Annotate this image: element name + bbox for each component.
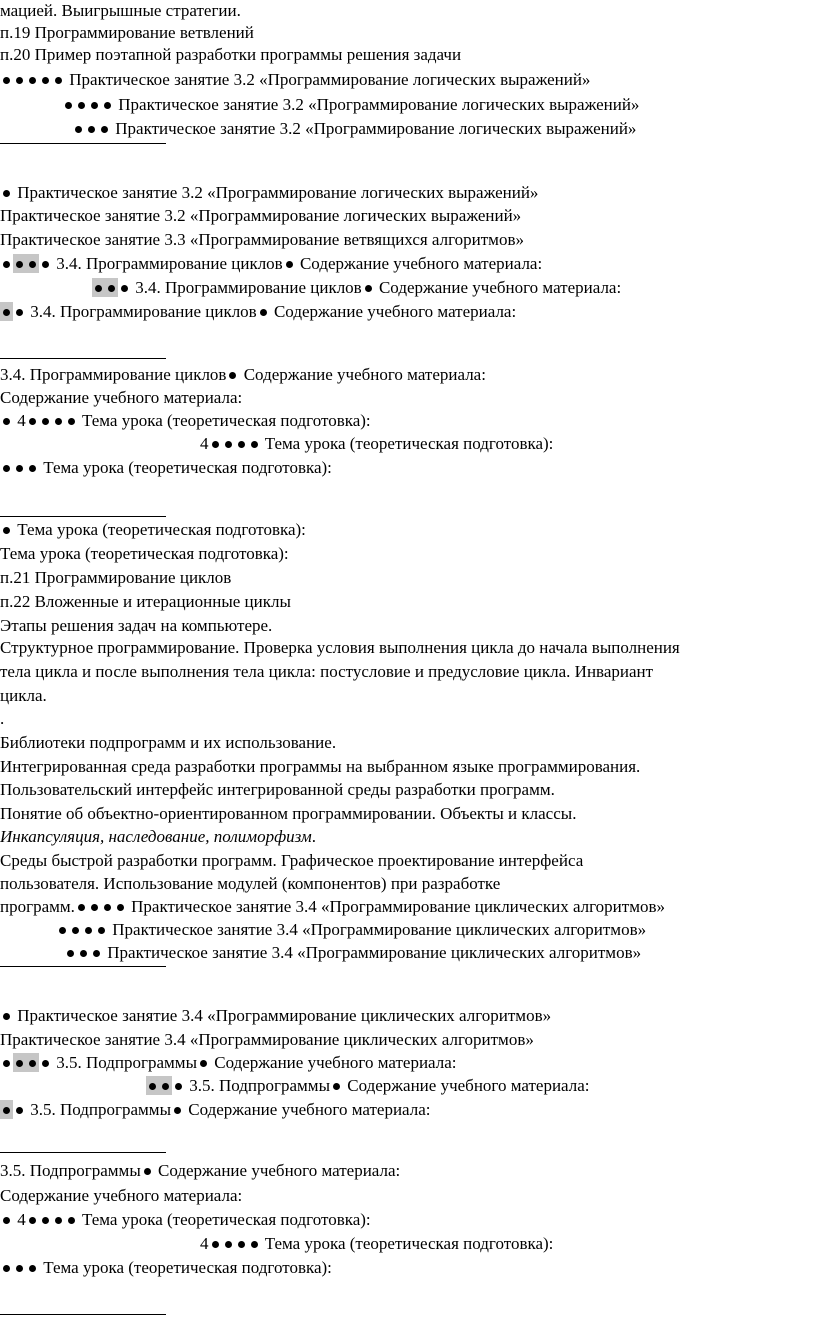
text-line: Тема урока (теоретическая подготовка): xyxy=(0,519,306,541)
text-line: пользователя. Использование модулей (компонентов) при разработке xyxy=(0,874,501,893)
text-line: 4 Тема урока (теоретическая подготовка): xyxy=(0,410,371,432)
text-line: 3.5. Подпрограммы Содержание учебного материала: xyxy=(0,1099,430,1121)
text-line: Практическое занятие 3.2 «Программирование логических выражений» xyxy=(0,182,538,204)
footnote-rule xyxy=(0,1314,166,1315)
text-line: 4 Тема урока (теоретическая подготовка): xyxy=(200,434,554,453)
text-line: Структурное программирование. Проверка условия выполнения цикла до начала выполнения xyxy=(0,638,680,657)
text-line: 3.5. Подпрограммы Содержание учебного материала: xyxy=(146,1075,589,1097)
text-line: 4 Тема урока (теоретическая подготовка): xyxy=(0,1209,371,1231)
text-line: Практическое занятие 3.2 «Программирование логических выражений» xyxy=(62,94,639,116)
text-line: Тема урока (теоретическая подготовка): xyxy=(0,457,332,479)
text-line: цикла. xyxy=(0,686,47,705)
footnote-rule xyxy=(0,358,166,359)
text-line: Пользовательский интерфейс интегрированной среды разработки программ. xyxy=(0,780,555,799)
text-line: Практическое занятие 3.3 «Программирование ветвящихся алгоритмов» xyxy=(0,230,524,249)
text-line: Тема урока (теоретическая подготовка): xyxy=(0,544,289,563)
text-line: . xyxy=(0,709,5,728)
text-line: Практическое занятие 3.4 «Программирование циклических алгоритмов» xyxy=(0,1005,551,1027)
text-line: Тема урока (теоретическая подготовка): xyxy=(0,1257,332,1279)
text-line: Среды быстрой разработки программ. Графическое проектирование интерфейса xyxy=(0,851,584,870)
text-line: 3.4. Программирование циклов Содержание учебного материала: xyxy=(92,277,621,299)
text-line: Практическое занятие 3.2 «Программирование логических выражений» xyxy=(0,206,522,225)
text-line: Практическое занятие 3.2 «Программирование логических выражений» xyxy=(72,118,636,140)
text-line: 3.5. Подпрограммы Содержание учебного материала: xyxy=(0,1052,456,1074)
text-line: 3.5. Подпрограммы Содержание учебного материала: xyxy=(0,1161,401,1180)
text-line: мацией. Выигрышные стратегии. xyxy=(0,1,241,20)
text-line: Интегрированная среда разработки программы на выбранном языке программирования. xyxy=(0,757,641,776)
text-line: Практическое занятие 3.4 «Программирование циклических алгоритмов» xyxy=(0,1030,534,1049)
text-line: тела цикла и после выполнения тела цикла: постусловие и предусловие цикла. Инвариант xyxy=(0,662,654,681)
text-line: 3.4. Программирование циклов Содержание учебного материала: xyxy=(0,301,516,323)
text-line: Этапы решения задач на компьютере. xyxy=(0,616,273,635)
text-line: Библиотеки подпрограмм и их использование. xyxy=(0,733,337,752)
text-line: Практическое занятие 3.4 «Программирование циклических алгоритмов» xyxy=(56,919,646,941)
text-line: Понятие об объектно-ориентированном программировании. Объекты и классы. xyxy=(0,804,577,823)
text-line: Практическое занятие 3.4 «Программирование циклических алгоритмов» xyxy=(64,942,641,964)
text-line: Практическое занятие 3.2 «Программирование логических выражений» xyxy=(0,69,590,91)
footnote-rule xyxy=(0,143,166,144)
text-line: п.21 Программирование циклов xyxy=(0,568,232,587)
text-line: программ. Практическое занятие 3.4 «Программирование циклических алгоритмов» xyxy=(0,897,665,916)
footnote-rule xyxy=(0,966,166,967)
text-line: Содержание учебного материала: xyxy=(0,1186,243,1205)
text-line: п.20 Пример поэтапной разработки программы решения задачи xyxy=(0,45,462,64)
text-line: 3.4. Программирование циклов Содержание учебного материала: xyxy=(0,365,486,384)
footnote-rule xyxy=(0,1152,166,1153)
text-line: Содержание учебного материала: xyxy=(0,388,243,407)
text-line: п.22 Вложенные и итерационные циклы xyxy=(0,592,291,611)
text-line: п.19 Программирование ветвлений xyxy=(0,23,254,42)
text-line: Инкапсуляция, наследование, полиморфизм. xyxy=(0,827,316,846)
footnote-rule xyxy=(0,516,166,517)
text-line: 4 Тема урока (теоретическая подготовка): xyxy=(200,1234,554,1253)
text-line: 3.4. Программирование циклов Содержание учебного материала: xyxy=(0,253,542,275)
